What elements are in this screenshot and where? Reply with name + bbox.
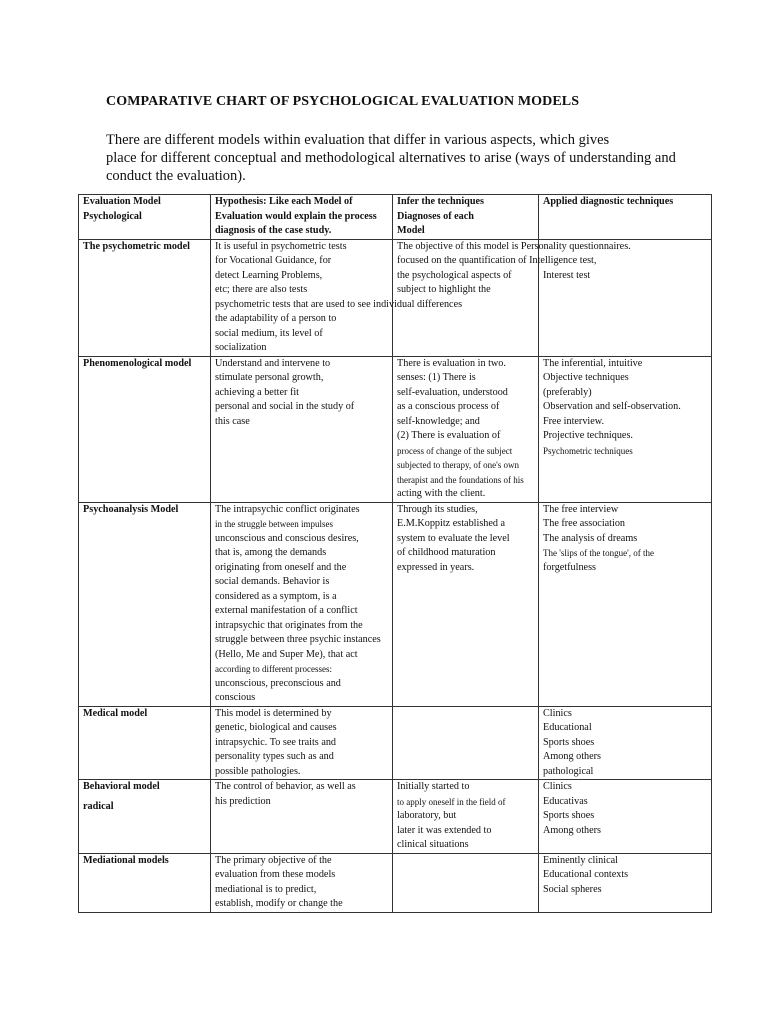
cell-line: stimulate personal growth,	[215, 372, 324, 383]
page-title: COMPARATIVE CHART OF PSYCHOLOGICAL EVALUATION MODELS	[106, 94, 580, 109]
cell-line: Observation and self-observation.	[543, 401, 681, 412]
cell-line: Educational	[543, 722, 592, 733]
cell-line: considered as a symptom, is a	[215, 590, 337, 602]
cell-line: The free association	[543, 518, 626, 529]
cell-line: system to evaluate the level	[397, 532, 510, 544]
cell-line: later it was extended to	[397, 824, 492, 836]
cell-line: Educativas	[543, 795, 588, 807]
cell-line: in the struggle between impulses	[215, 519, 333, 529]
cell-line: Clinics	[543, 707, 572, 719]
cell-line: Clinics	[543, 781, 572, 792]
cell-line: Sports shoes	[543, 810, 595, 821]
model-name-cell	[79, 853, 211, 912]
cell-line: clinical situations	[397, 839, 469, 850]
table-row	[79, 706, 712, 780]
cell-line: Medical model	[83, 707, 148, 719]
cell-line: unconscious and conscious desires,	[215, 532, 359, 544]
cell-line: laboratory, but	[397, 810, 457, 821]
cell-line: Psychometric techniques	[543, 445, 633, 456]
header-line: Diagnoses of each	[397, 210, 474, 222]
cell-line: mediational is to predict,	[215, 883, 317, 895]
cell-line: his prediction	[215, 795, 271, 807]
cell-line: The psychometric model	[83, 240, 190, 252]
cell-line: Mediational models	[83, 854, 169, 866]
cell-line: The primary objective of the	[215, 854, 332, 866]
cell-line: Among others	[543, 824, 602, 836]
cell-line: E.M.Koppitz established a	[397, 518, 506, 529]
cell-line: self-knowledge; and	[397, 415, 480, 427]
hypothesis-cell	[211, 502, 393, 706]
cell-line: Psychoanalysis Model	[83, 503, 179, 515]
cell-line: social medium, its level of	[215, 327, 323, 339]
cell-line: intrapsychic. To see traits and	[215, 736, 337, 748]
cell-line: that is, among the demands	[215, 547, 327, 558]
intro-line: place for different conceptual and methodological alternatives to arise (ways of understanding and	[106, 150, 676, 166]
cell-line: the adaptability of a person to	[215, 313, 337, 324]
table-header-row	[79, 195, 712, 240]
infer-cell	[393, 780, 539, 854]
cell-line: socialization	[215, 342, 267, 353]
techniques-cell	[539, 706, 712, 780]
header-cell-techniques	[539, 195, 712, 240]
cell-line: genetic, biological and causes	[215, 722, 337, 733]
hypothesis-cell	[211, 706, 393, 780]
table-row	[79, 239, 712, 356]
cell-line: the psychological aspects of	[397, 269, 512, 281]
cell-line: The 'slips of the tongue', of the	[543, 548, 654, 558]
cell-line: radical	[83, 800, 114, 812]
cell-line: psychometric tests that are used to see individual differences	[215, 298, 463, 310]
cell-line: The inferential, intuitive	[543, 357, 643, 369]
cell-line: The intrapsychic conflict originates	[215, 503, 360, 515]
intro-line: conduct the evaluation).	[106, 168, 246, 184]
cell-line: personality types such as and	[215, 751, 334, 762]
cell-line: subjected to therapy, of one's own	[397, 460, 520, 470]
techniques-cell	[539, 502, 712, 706]
header-line: Hypothesis: Like each Model of	[215, 196, 353, 207]
cell-line: conscious	[215, 692, 256, 703]
hypothesis-cell	[211, 356, 393, 502]
hypothesis-cell	[211, 780, 393, 854]
cell-line: Understand and intervene to	[215, 357, 331, 369]
techniques-cell	[539, 853, 712, 912]
techniques-cell	[539, 780, 712, 854]
cell-line: The free interview	[543, 503, 619, 515]
cell-line: self-evaluation, understood	[397, 386, 508, 398]
cell-line: originating from oneself and the	[215, 561, 347, 573]
infer-cell	[393, 706, 539, 780]
cell-line: Initially started to	[397, 781, 470, 792]
cell-line: Interest test	[543, 269, 591, 281]
cell-line: (2) There is evaluation of	[397, 430, 501, 441]
intro-line: There are different models within evaluation that differ in various aspects, which gives	[106, 132, 610, 148]
header-line: diagnosis of the case study.	[215, 225, 332, 236]
hypothesis-cell	[211, 853, 393, 912]
cell-line: unconscious, preconscious and	[215, 677, 341, 689]
cell-line: external manifestation of a conflict	[215, 605, 358, 616]
cell-line: acting with the client.	[397, 488, 486, 499]
cell-line: Phenomenological model	[83, 357, 192, 369]
cell-line: process of change of the subject	[397, 445, 513, 456]
cell-line: Educational contexts	[543, 869, 629, 880]
techniques-cell	[539, 356, 712, 502]
model-name-cell	[79, 706, 211, 780]
cell-line: The analysis of dreams	[543, 532, 638, 544]
model-name-cell	[79, 780, 211, 854]
cell-line: senses: (1) There is	[397, 372, 476, 383]
cell-line: Through its studies,	[397, 503, 478, 515]
cell-line: Sports shoes	[543, 736, 595, 748]
cell-line: This model is determined by	[215, 707, 332, 719]
cell-line: Free interview.	[543, 415, 605, 427]
cell-line: subject to highlight the	[397, 284, 491, 295]
table-row	[79, 780, 712, 854]
header-line: Applied diagnostic techniques	[543, 196, 674, 207]
cell-line: focused on the quantification of Intelligence test,	[397, 255, 597, 266]
cell-line: according to different processes:	[215, 664, 333, 674]
header-cell-infer	[393, 195, 539, 240]
cell-line: expressed in years.	[397, 561, 475, 573]
comparison-table	[78, 194, 712, 913]
cell-line: There is evaluation in two.	[397, 357, 506, 369]
infer-cell	[393, 356, 539, 502]
header-line: Evaluation would explain the process	[215, 210, 377, 222]
cell-line: for Vocational Guidance, for	[215, 255, 332, 266]
infer-cell	[393, 502, 539, 706]
model-name-cell	[79, 356, 211, 502]
table-row	[79, 853, 712, 912]
cell-line: Objective techniques	[543, 372, 629, 383]
cell-line: of childhood maturation	[397, 547, 496, 558]
cell-line: (Hello, Me and Super Me), that act	[215, 648, 358, 660]
cell-line: possible pathologies.	[215, 765, 301, 777]
cell-line: personal and social in the study of	[215, 401, 355, 412]
header-cell-hypothesis	[211, 195, 393, 240]
cell-line: etc; there are also tests	[215, 284, 308, 295]
cell-line: intrapsychic that originates from the	[215, 619, 363, 631]
cell-line: Among others	[543, 751, 602, 762]
model-name-cell	[79, 239, 211, 356]
cell-line: The objective of this model is Personality questionnaires.	[397, 240, 631, 252]
cell-line: It is useful in psychometric tests	[215, 240, 347, 252]
model-name-cell	[79, 502, 211, 706]
cell-line: Eminently clinical	[543, 854, 618, 866]
header-line: Psychological	[83, 210, 142, 222]
cell-line: achieving a better fit	[215, 386, 300, 398]
cell-line: Projective techniques.	[543, 430, 633, 441]
cell-line: evaluation from these models	[215, 869, 336, 880]
cell-line: The control of behavior, as well as	[215, 781, 356, 792]
cell-line: Behavioral model	[83, 781, 160, 792]
cell-line: establish, modify or change the	[215, 898, 343, 909]
infer-cell	[393, 853, 539, 912]
intro-paragraph	[106, 131, 726, 185]
cell-line: as a conscious process of	[397, 401, 500, 412]
cell-line: pathological	[543, 765, 594, 777]
header-line: Infer the techniques	[397, 196, 484, 207]
cell-line: struggle between three psychic instances	[215, 634, 381, 645]
cell-line: this case	[215, 415, 250, 427]
cell-line: forgetfulness	[543, 561, 597, 573]
table-row	[79, 502, 712, 706]
cell-line: (preferably)	[543, 386, 592, 398]
table-row	[79, 356, 712, 502]
cell-line: to apply oneself in the field of	[397, 796, 506, 807]
cell-line: therapist and the foundations of his	[397, 474, 524, 485]
cell-line: Social spheres	[543, 883, 602, 895]
header-line: Model	[397, 225, 425, 236]
header-cell-model	[79, 195, 211, 240]
cell-line: social demands. Behavior is	[215, 576, 330, 587]
cell-line: detect Learning Problems,	[215, 269, 323, 281]
header-line: Evaluation Model	[83, 196, 161, 207]
